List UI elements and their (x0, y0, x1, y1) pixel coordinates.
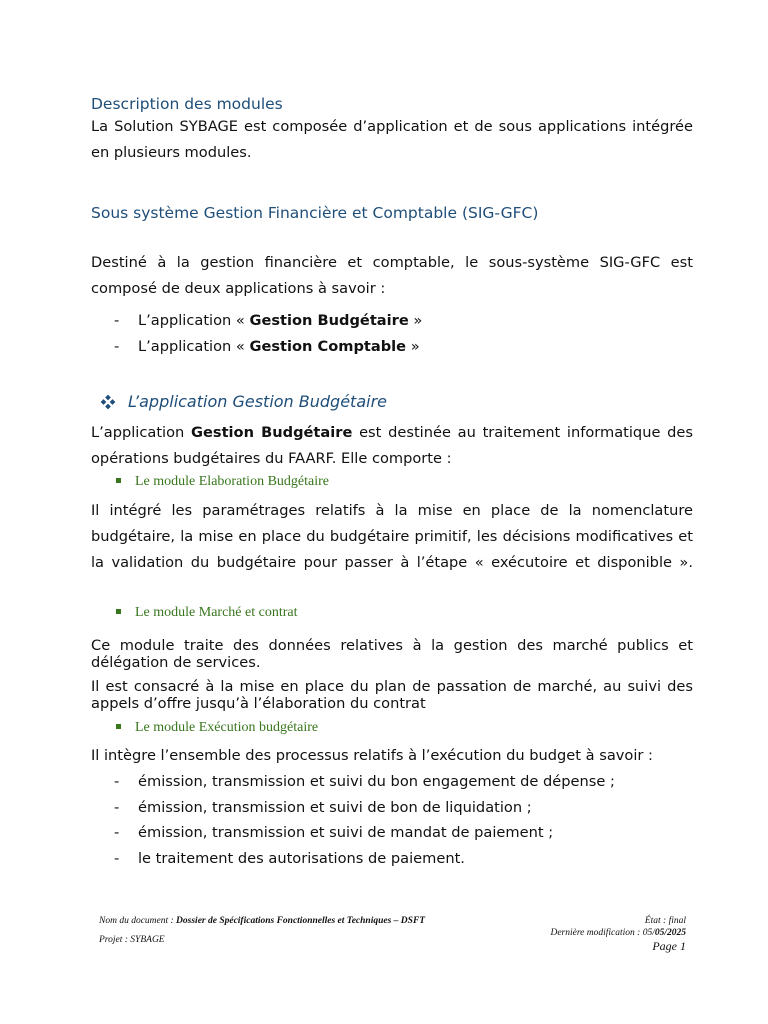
app-prefix: L’application « (138, 312, 250, 329)
list-item-app-comptable (114, 334, 614, 359)
heading-description-modules: Description des modules (91, 95, 283, 113)
heading-sig-gfc: Sous système Gestion Financière et Comptable (SIG-GFC) (91, 204, 539, 222)
footer-state: État : final (644, 916, 686, 926)
green-square-bullet-icon (116, 609, 121, 614)
dash-bullet: - (114, 824, 120, 841)
app-suffix: » (406, 338, 420, 355)
list-item-execution: - le traitement des autorisations de paiement. (114, 846, 674, 871)
module-title-marche-contrat: Le module Marché et contrat (116, 605, 297, 621)
paragraph-module-marche-1: Ce module traite des données relatives à la gestion des marché publics et délégation de services. (91, 637, 693, 671)
paragraph-module-marche-2: Il est consacré à la mise en place du plan de passation de marché, au suivi des appels d’offre jusqu’à l’élaboration du contrat (91, 678, 693, 712)
footer-last-modification: Dernière modification : 05/05/2025 (550, 928, 686, 938)
paragraph-module-execution: Il intègre l’ensemble des processus relatifs à l’exécution du budget à savoir : (91, 747, 653, 764)
dash-bullet: - (114, 338, 120, 355)
green-square-bullet-icon (116, 478, 121, 483)
app-name: Gestion Budgétaire (249, 312, 409, 329)
list-item-app-budgetaire (114, 308, 614, 333)
footer-project: Projet : SYBAGE (99, 935, 165, 945)
app-prefix: L’application « (138, 338, 250, 355)
dash-bullet: - (114, 850, 120, 867)
dash-bullet: - (114, 312, 120, 329)
green-square-bullet-icon (116, 724, 121, 729)
list-item-execution: - émission, transmission et suivi du bon engagement de dépense ; (114, 769, 674, 794)
dash-bullet: - (114, 799, 120, 816)
paragraph-app-budgetaire-intro: L’application Gestion Budgétaire est destinée au traitement informatique des opérations budgétaires du FAARF. Elle comporte : (91, 424, 693, 467)
four-diamond-bullet-icon (100, 394, 116, 410)
dash-bullet: - (114, 773, 120, 790)
list-item-execution: - émission, transmission et suivi de mandat de paiement ; (114, 820, 674, 845)
module-title-elaboration: Le module Elaboration Budgétaire (116, 474, 329, 490)
app-name: Gestion Budgétaire (191, 424, 353, 441)
app-suffix: » (408, 312, 423, 329)
module-title-execution: Le module Exécution budgétaire (116, 720, 318, 736)
heading-app-gestion-budgetaire: L’application Gestion Budgétaire (128, 392, 387, 411)
paragraph-solution-description: La Solution SYBAGE est composée d’application et de sous applications intégrée en plusieurs modules. (91, 118, 693, 161)
footer-document-name: Nom du document : Dossier de Spécifications Fonctionnelles et Techniques – DSFT (99, 916, 426, 926)
paragraph-sig-gfc: Destiné à la gestion financière et comptable, le sous-système SIG-GFC est composé de deux applications à savoir : (91, 254, 693, 297)
paragraph-module-elaboration: Il intégré les paramétrages relatifs à la mise en place de la nomenclature budgétaire, la mise en place du budgétaire primitif, les décisions modificatives et la validation du budgétaire pour passer à l’étape « exécutoire et disponible ». (91, 502, 693, 571)
footer-page-number: Page 1 (652, 939, 686, 953)
app-name: Gestion Comptable (249, 338, 407, 355)
list-item-execution: - émission, transmission et suivi de bon de liquidation ; (114, 795, 674, 820)
